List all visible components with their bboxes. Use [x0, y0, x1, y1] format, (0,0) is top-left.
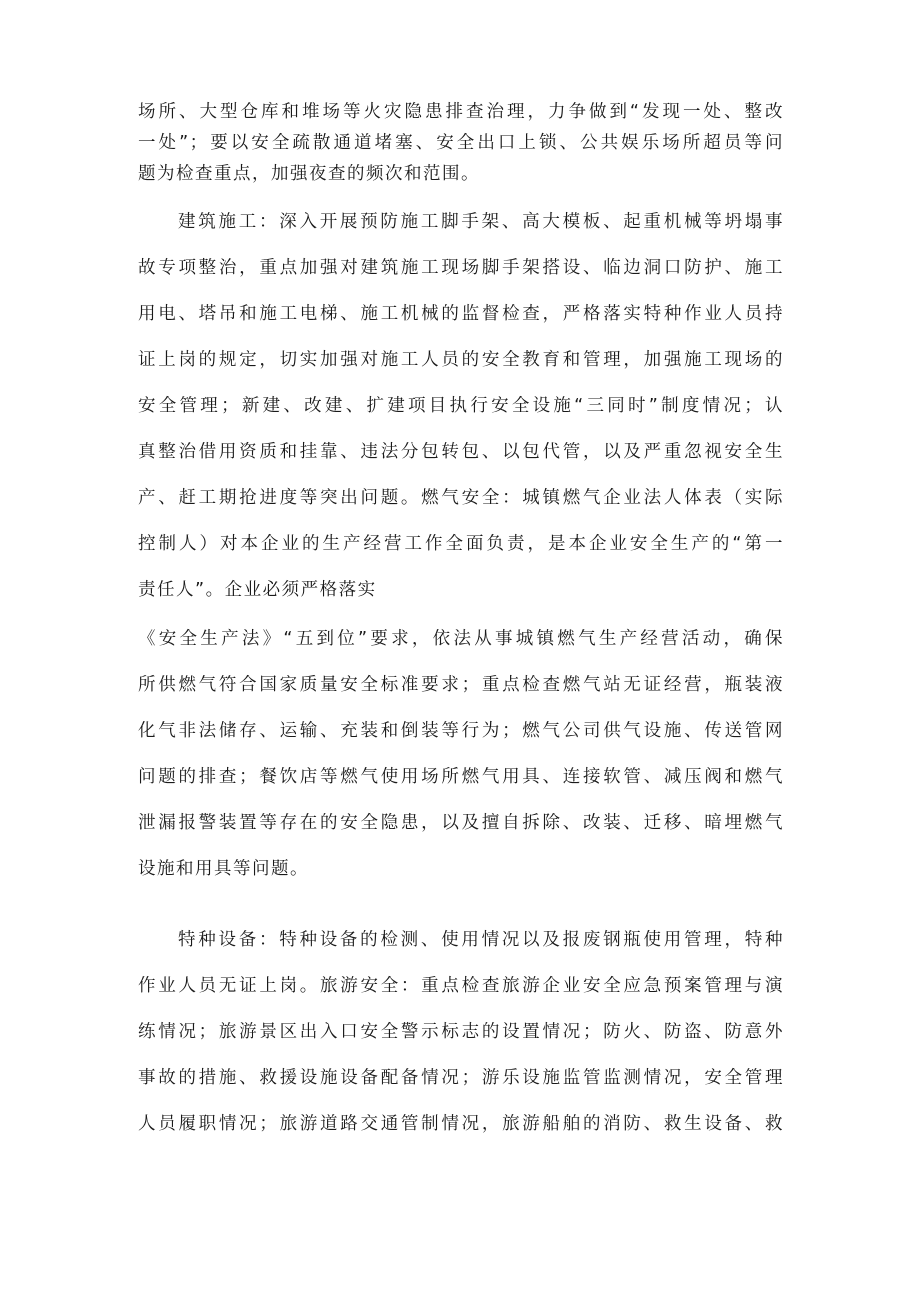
- paragraph-gas-requirements: [138, 616, 784, 892]
- text-line: 题为检查重点，加强夜查的频次和范围。: [138, 164, 480, 184]
- text-line: 场所、大型仓库和堆场等火灾隐患排查治理，力争做到“发现一处、整改: [138, 102, 784, 122]
- paragraph-special-equipment-and-tourism: [138, 917, 784, 1147]
- text-line: 建筑施工：深入开展预防施工脚手架、高大模板、起重机械等坍塌事: [178, 212, 784, 232]
- text-line: 问题的排查；餐饮店等燃气使用场所燃气用具、连接软管、减压阀和燃气: [138, 767, 784, 787]
- text-line: 设施和用具等问题。: [138, 859, 309, 879]
- paragraph-fire-safety-continued: [138, 97, 784, 190]
- text-line: 作业人员无证上岗。旅游安全：重点检查旅游企业安全应急预案管理与演: [138, 976, 784, 996]
- paragraph-construction-and-gas: [138, 199, 784, 613]
- text-line: 泄漏报警装置等存在的安全隐患，以及擅自拆除、改装、迁移、暗埋燃气: [138, 813, 784, 833]
- text-line: 人员履职情况；旅游道路交通管制情况，旅游船舶的消防、救生设备、救: [138, 1114, 784, 1134]
- text-line: 故专项整治，重点加强对建筑施工现场脚手架搭设、临边洞口防护、施工: [138, 258, 784, 278]
- text-line: 责任人”。企业必须严格落实: [138, 580, 377, 600]
- text-line: 化气非法储存、运输、充装和倒装等行为；燃气公司供气设施、传送管网: [138, 721, 784, 741]
- text-line: 《安全生产法》“五到位”要求，依法从事城镇燃气生产经营活动，确保: [138, 629, 784, 649]
- text-line: 控制人）对本企业的生产经营工作全面负责，是本企业安全生产的“第一: [138, 534, 784, 554]
- text-line: 用电、塔吊和施工电梯、施工机械的监督检查，严格落实特种作业人员持: [138, 304, 784, 324]
- text-line: 事故的措施、救援设施设备配备情况；游乐设施监管监测情况，安全管理: [138, 1068, 784, 1088]
- text-line: 所供燃气符合国家质量安全标准要求；重点检查燃气站无证经营，瓶装液: [138, 675, 784, 695]
- text-line: 真整治借用资质和挂靠、违法分包转包、以包代管，以及严重忽视安全生: [138, 442, 784, 462]
- text-line: 安全管理；新建、改建、扩建项目执行安全设施“三同时”制度情况；认: [138, 396, 784, 416]
- text-line: 产、赶工期抢进度等突出问题。燃气安全：城镇燃气企业法人体表（实际: [138, 488, 784, 508]
- text-line: 练情况；旅游景区出入口安全警示标志的设置情况；防火、防盗、防意外: [138, 1022, 784, 1042]
- text-line: 特种设备：特种设备的检测、使用情况以及报废钢瓶使用管理，特种: [178, 930, 784, 950]
- text-line: 证上岗的规定，切实加强对施工人员的安全教育和管理，加强施工现场的: [138, 350, 784, 370]
- text-line: 一处”；要以安全疏散通道堵塞、安全出口上锁、公共娱乐场所超员等问: [138, 133, 784, 153]
